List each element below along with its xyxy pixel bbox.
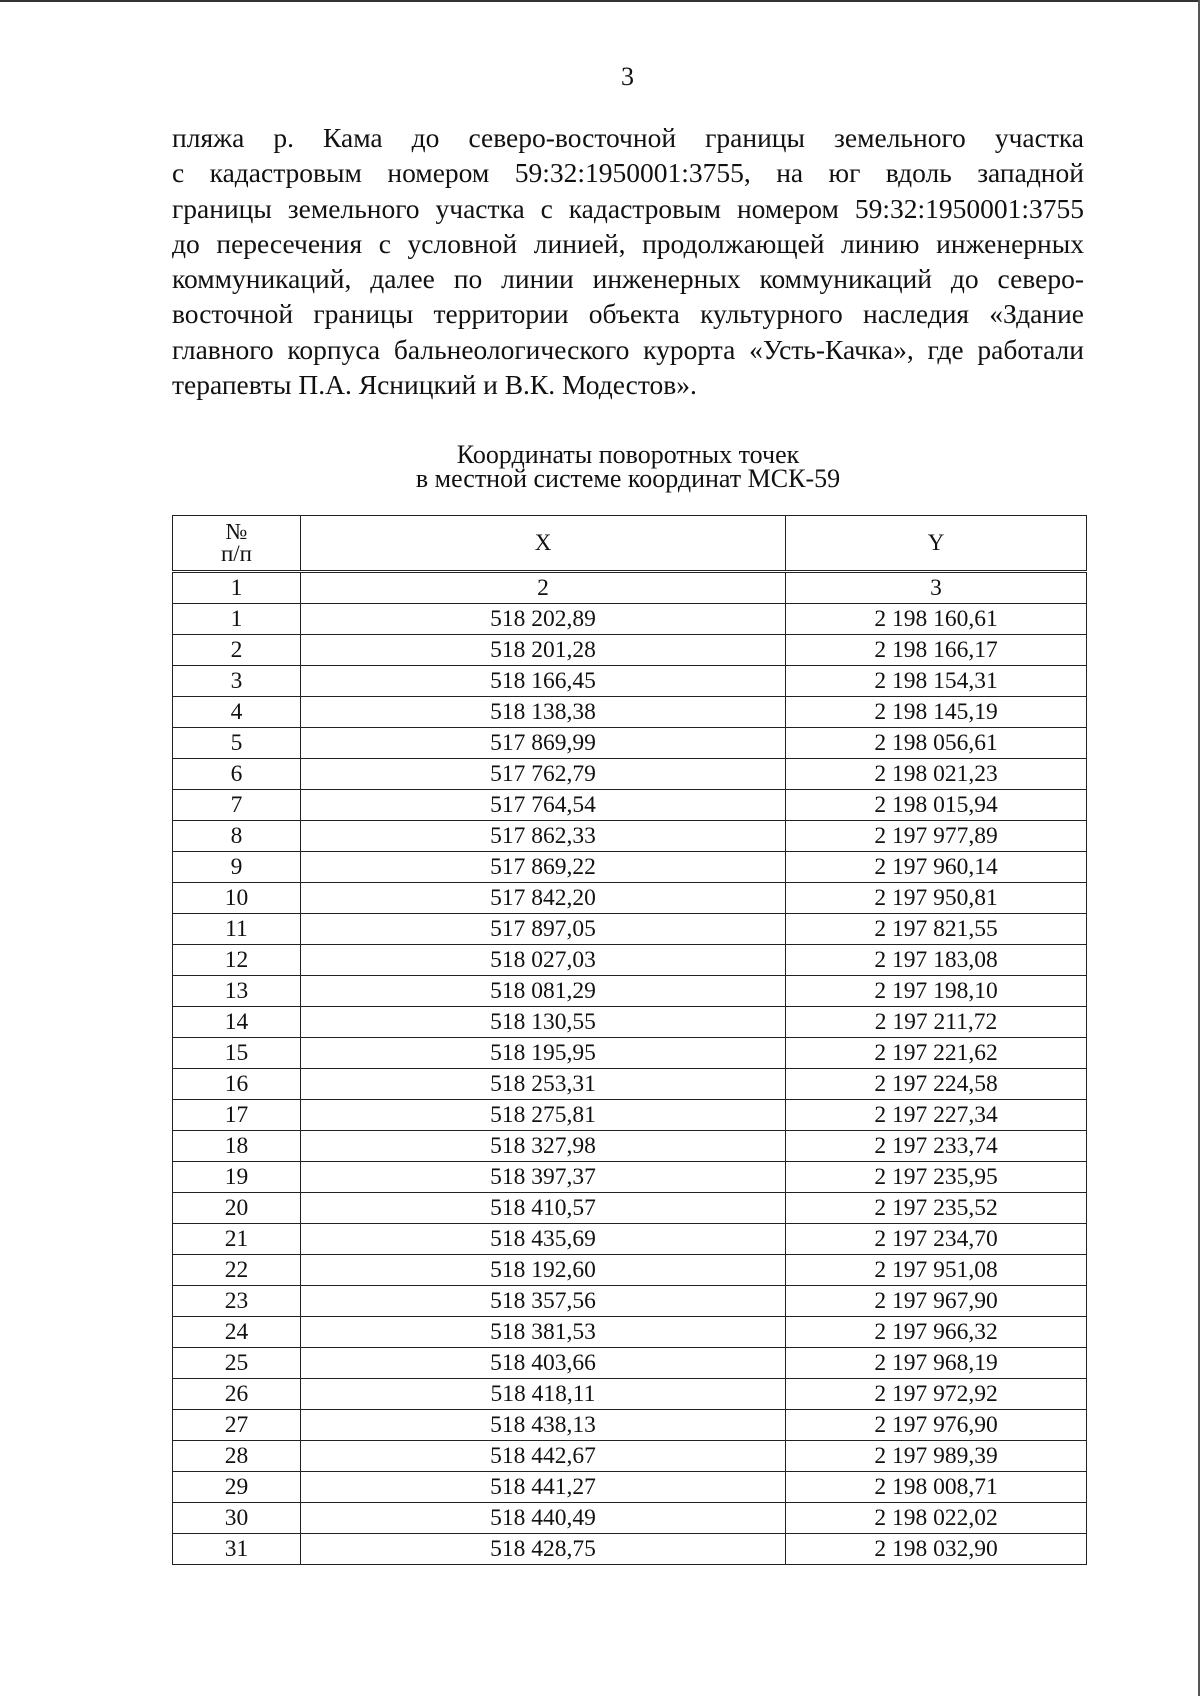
table-row — [173, 1193, 1087, 1224]
x-coordinate-cell: 518 438,13 — [301, 1410, 786, 1441]
point-number-cell: 22 — [173, 1255, 301, 1286]
table-row — [173, 697, 1087, 728]
x-coordinate-cell: 518 327,98 — [301, 1131, 786, 1162]
table-row — [173, 914, 1087, 945]
point-number-cell: 1 — [173, 604, 301, 635]
x-coordinate-cell: 517 869,99 — [301, 728, 786, 759]
y-coordinate-cell: 2 198 015,94 — [786, 790, 1087, 821]
point-number-cell: 7 — [173, 790, 301, 821]
x-coordinate-cell: 517 869,22 — [301, 852, 786, 883]
y-coordinate-cell: 2 197 967,90 — [786, 1286, 1087, 1317]
paragraph-line: пляжа р. Кама до северо-восточной границы земельного участка — [172, 122, 1084, 153]
table-row — [173, 728, 1087, 759]
table-row — [173, 852, 1087, 883]
column-numbers-row — [173, 572, 1087, 604]
y-coordinate-cell: 2 198 166,17 — [786, 635, 1087, 666]
point-number-cell: 4 — [173, 697, 301, 728]
point-number-cell: 8 — [173, 821, 301, 852]
paragraph-line: главного корпуса бальнеологического курорта «Усть-Качка», где работали — [172, 333, 1084, 365]
header-number-sign: № — [225, 519, 248, 544]
table-row — [173, 1379, 1087, 1410]
table-row — [173, 1131, 1087, 1162]
table-row — [173, 1038, 1087, 1069]
x-coordinate-cell: 518 027,03 — [301, 945, 786, 976]
table-row — [173, 1410, 1087, 1441]
point-number-cell: 23 — [173, 1286, 301, 1317]
page-border-top — [0, 0, 1200, 2]
coordinates-table — [172, 515, 1087, 1565]
point-number-cell: 9 — [173, 852, 301, 883]
point-number-cell: 3 — [173, 666, 301, 697]
x-coordinate-cell: 518 441,27 — [301, 1472, 786, 1503]
x-coordinate-cell: 517 762,79 — [301, 759, 786, 790]
paragraph-line: восточной границы территории объекта культурного наследия «Здание — [172, 298, 1084, 330]
x-coordinate-cell: 518 442,67 — [301, 1441, 786, 1472]
x-coordinate-cell: 518 192,60 — [301, 1255, 786, 1286]
y-coordinate-cell: 2 198 056,61 — [786, 728, 1087, 759]
table-row — [173, 1472, 1087, 1503]
table-header-row — [173, 516, 1087, 572]
y-coordinate-cell: 2 197 233,74 — [786, 1131, 1087, 1162]
y-coordinate-cell: 2 197 235,95 — [786, 1162, 1087, 1193]
y-coordinate-cell: 2 198 145,19 — [786, 697, 1087, 728]
point-number-cell: 29 — [173, 1472, 301, 1503]
point-number-cell: 13 — [173, 976, 301, 1007]
point-number-cell: 26 — [173, 1379, 301, 1410]
y-coordinate-cell: 2 198 154,31 — [786, 666, 1087, 697]
table-row — [173, 635, 1087, 666]
x-coordinate-cell: 517 842,20 — [301, 883, 786, 914]
column-number: 1 — [173, 572, 301, 604]
point-number-cell: 16 — [173, 1069, 301, 1100]
table-subtitle: в местной системе координат МСК-59 — [415, 464, 841, 493]
x-coordinate-cell: 518 201,28 — [301, 635, 786, 666]
point-number-cell: 21 — [173, 1224, 301, 1255]
x-coordinate-cell: 517 897,05 — [301, 914, 786, 945]
point-number-cell: 12 — [173, 945, 301, 976]
table-row — [173, 1069, 1087, 1100]
point-number-cell: 27 — [173, 1410, 301, 1441]
x-coordinate-cell: 518 403,66 — [301, 1348, 786, 1379]
header-number-abbr: п/п — [220, 541, 252, 566]
table-row — [173, 945, 1087, 976]
paragraph-line: терапевты П.А. Ясницкий и В.К. Модестов». — [172, 369, 697, 401]
table-row — [173, 1255, 1087, 1286]
y-coordinate-cell: 2 197 224,58 — [786, 1069, 1087, 1100]
paragraph — [172, 120, 1084, 402]
header-y: Y — [786, 516, 1087, 572]
page-number: 3 — [621, 62, 634, 91]
table-row — [173, 759, 1087, 790]
point-number-cell: 5 — [173, 728, 301, 759]
point-number-cell: 14 — [173, 1007, 301, 1038]
table-row — [173, 1317, 1087, 1348]
table-row — [173, 821, 1087, 852]
table-row — [173, 1224, 1087, 1255]
y-coordinate-cell: 2 198 021,23 — [786, 759, 1087, 790]
y-coordinate-cell: 2 197 821,55 — [786, 914, 1087, 945]
y-coordinate-cell: 2 197 183,08 — [786, 945, 1087, 976]
table-row — [173, 604, 1087, 635]
y-coordinate-cell: 2 197 950,81 — [786, 883, 1087, 914]
y-coordinate-cell: 2 198 008,71 — [786, 1472, 1087, 1503]
table-row — [173, 883, 1087, 914]
point-number-cell: 28 — [173, 1441, 301, 1472]
table-row — [173, 1534, 1087, 1565]
x-coordinate-cell: 518 440,49 — [301, 1503, 786, 1534]
paragraph-line: с кадастровым номером 59:32:1950001:3755, на юг вдоль западной — [172, 157, 1084, 189]
x-coordinate-cell: 518 166,45 — [301, 666, 786, 697]
y-coordinate-cell: 2 197 227,34 — [786, 1100, 1087, 1131]
header-x: X — [301, 516, 786, 572]
paragraph-line: границы земельного участка с кадастровым номером 59:32:1950001:3755 — [172, 192, 1084, 224]
point-number-cell: 24 — [173, 1317, 301, 1348]
point-number-cell: 17 — [173, 1100, 301, 1131]
x-coordinate-cell: 518 357,56 — [301, 1286, 786, 1317]
point-number-cell: 18 — [173, 1131, 301, 1162]
point-number-cell: 30 — [173, 1503, 301, 1534]
table-row — [173, 1162, 1087, 1193]
y-coordinate-cell: 2 197 968,19 — [786, 1348, 1087, 1379]
y-coordinate-cell: 2 197 977,89 — [786, 821, 1087, 852]
table-row — [173, 1007, 1087, 1038]
point-number-cell: 31 — [173, 1534, 301, 1565]
y-coordinate-cell: 2 197 972,92 — [786, 1379, 1087, 1410]
paragraph-line: коммуникаций, далее по линии инженерных коммуникаций до северо- — [172, 263, 1084, 295]
y-coordinate-cell: 2 197 976,90 — [786, 1410, 1087, 1441]
point-number-cell: 6 — [173, 759, 301, 790]
y-coordinate-cell: 2 198 160,61 — [786, 604, 1087, 635]
table-row — [173, 976, 1087, 1007]
x-coordinate-cell: 518 195,95 — [301, 1038, 786, 1069]
table-row — [173, 1348, 1087, 1379]
x-coordinate-cell: 518 435,69 — [301, 1224, 786, 1255]
y-coordinate-cell: 2 197 960,14 — [786, 852, 1087, 883]
table-row — [173, 1441, 1087, 1472]
point-number-cell: 11 — [173, 914, 301, 945]
x-coordinate-cell: 517 862,33 — [301, 821, 786, 852]
x-coordinate-cell: 518 138,38 — [301, 697, 786, 728]
y-coordinate-cell: 2 197 235,52 — [786, 1193, 1087, 1224]
x-coordinate-cell: 518 418,11 — [301, 1379, 786, 1410]
point-number-cell: 2 — [173, 635, 301, 666]
point-number-cell: 19 — [173, 1162, 301, 1193]
point-number-cell: 10 — [173, 883, 301, 914]
y-coordinate-cell: 2 197 989,39 — [786, 1441, 1087, 1472]
table-row — [173, 1286, 1087, 1317]
x-coordinate-cell: 517 764,54 — [301, 790, 786, 821]
x-coordinate-cell: 518 397,37 — [301, 1162, 786, 1193]
y-coordinate-cell: 2 198 022,02 — [786, 1503, 1087, 1534]
y-coordinate-cell: 2 197 951,08 — [786, 1255, 1087, 1286]
y-coordinate-cell: 2 197 966,32 — [786, 1317, 1087, 1348]
column-number: 2 — [301, 572, 786, 604]
x-coordinate-cell: 518 381,53 — [301, 1317, 786, 1348]
paragraph-line: до пересечения с условной линией, продолжающей линию инженерных — [172, 227, 1084, 259]
x-coordinate-cell: 518 081,29 — [301, 976, 786, 1007]
x-coordinate-cell: 518 253,31 — [301, 1069, 786, 1100]
table-row — [173, 1100, 1087, 1131]
x-coordinate-cell: 518 428,75 — [301, 1534, 786, 1565]
y-coordinate-cell: 2 197 198,10 — [786, 976, 1087, 1007]
point-number-cell: 25 — [173, 1348, 301, 1379]
x-coordinate-cell: 518 410,57 — [301, 1193, 786, 1224]
table-title: Координаты поворотных точек — [456, 440, 800, 469]
y-coordinate-cell: 2 197 221,62 — [786, 1038, 1087, 1069]
column-number: 3 — [786, 572, 1087, 604]
x-coordinate-cell: 518 275,81 — [301, 1100, 786, 1131]
y-coordinate-cell: 2 198 032,90 — [786, 1534, 1087, 1565]
x-coordinate-cell: 518 130,55 — [301, 1007, 786, 1038]
y-coordinate-cell: 2 197 234,70 — [786, 1224, 1087, 1255]
table-row — [173, 666, 1087, 697]
header-number — [173, 516, 301, 572]
y-coordinate-cell: 2 197 211,72 — [786, 1007, 1087, 1038]
point-number-cell: 20 — [173, 1193, 301, 1224]
x-coordinate-cell: 518 202,89 — [301, 604, 786, 635]
table-row — [173, 790, 1087, 821]
table-row — [173, 1503, 1087, 1534]
point-number-cell: 15 — [173, 1038, 301, 1069]
